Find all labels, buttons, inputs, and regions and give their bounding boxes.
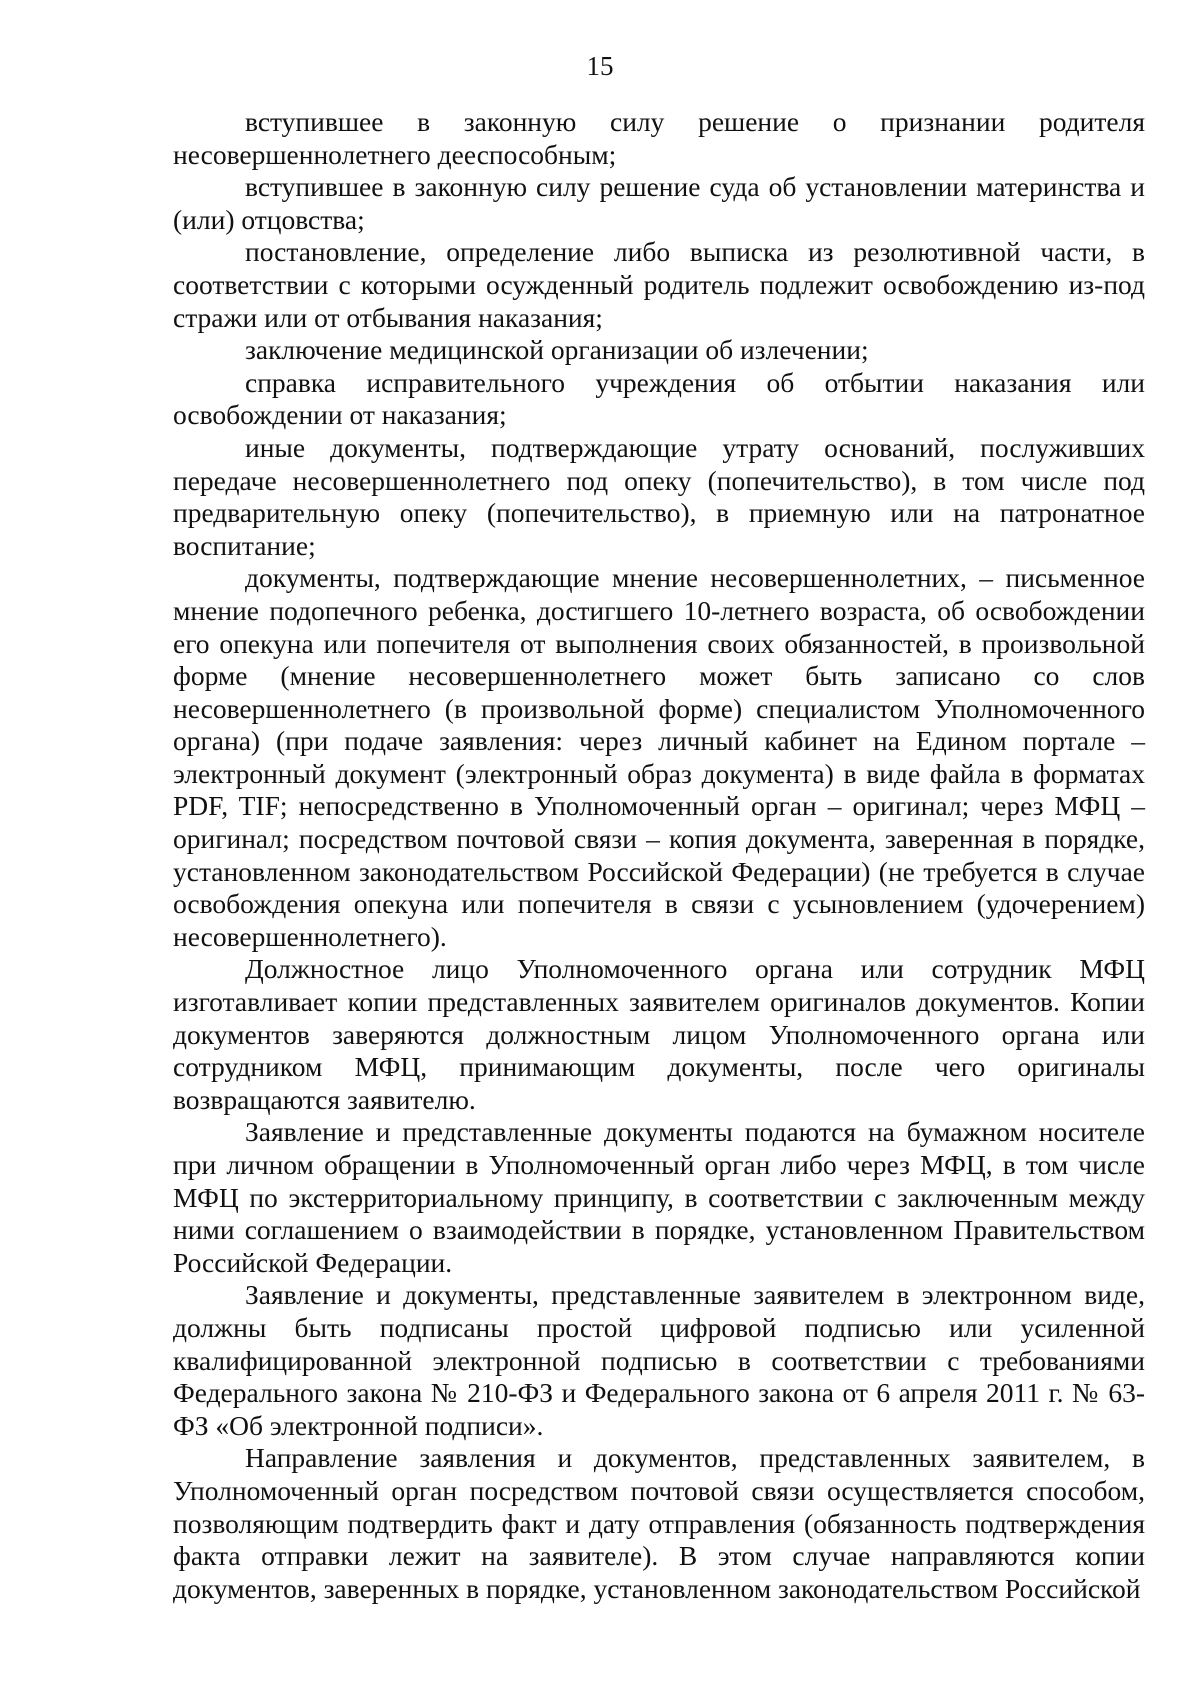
paragraph-minor-opinion: документы, подтверждающие мнение несовершеннолетних, – письменное мнение подопечного ребенка, достигшего 10-летнего возраста, об освобождении его опекуна или попечителя от выполнения своих обязанностей, в произвольной форме (мнение несовершеннолетнего может быть записано со слов несовершеннолетнего (в произвольной форме) специалистом Уполномоченного органа) (при подаче заявления: через личный кабинет на Едином портале – электронный документ (электронный образ документа) в виде файла в форматах PDF, TIF; непосредственно в Уполномоченный орган – оригинал; через МФЦ – оригинал; посредством почтовой связи – копия документа, заверенная в порядке, установленном законодательством Российской Федерации) (не требуется в случае освобождения опекуна или попечителя в связи с усыновлением (удочерением) несовершеннолетнего). xyxy=(173,562,1145,952)
paragraph-paper-submission: Заявление и представленные документы подаются на бумажном носителе при личном обращении в Уполномоченный орган либо через МФЦ, в том числе МФЦ по экстерриториальному принципу, в соответствии с заключенным между ними соглашением о взаимодействии в порядке, установленном Правительством Российской Федерации. xyxy=(173,1116,1145,1278)
paragraph-correctional-certificate: справка исправительного учреждения об отбытии наказания или освобождении от наказания; xyxy=(173,366,1145,431)
document-body xyxy=(173,106,1145,1605)
paragraph-medical-conclusion: заключение медицинской организации об излечении; xyxy=(245,334,869,366)
paragraph-legal-capacity-decision: вступившее в законную силу решение о признании родителя несовершеннолетнего дееспособным; xyxy=(173,106,1145,170)
paragraph-electronic-signature: Заявление и документы, представленные заявителем в электронном виде, должны быть подписаны простой цифровой подписью или усиленной квалифицированной электронной подписью в соответствии с требованиями Федерального закона № 210-ФЗ и Федерального закона от 6 апреля 2011 г. № 63-ФЗ «Об электронной подписи». xyxy=(173,1279,1145,1441)
paragraph-copies-certification: Должностное лицо Уполномоченного органа или сотрудник МФЦ изготавливает копии представленных заявителем оригиналов документов. Копии документов заверяются должностным лицом Уполномоченного органа или сотрудником МФЦ, принимающим документы, после чего оригиналы возвращаются заявителю. xyxy=(173,953,1145,1115)
paragraph-release-resolution: постановление, определение либо выписка из резолютивной части, в соответствии с которыми осужденный родитель подлежит освобождению из-под стражи или от отбывания наказания; xyxy=(173,236,1145,333)
paragraph-postal-submission: Направление заявления и документов, представленных заявителем, в Уполномоченный орган посредством почтовой связи осуществляется способом, позволяющим подтвердить факт и дату отправления (обязанность подтверждения факта отправки лежит на заявителе). В этом случае направляются копии документов, заверенных в порядке, установленном законодательством Российской xyxy=(173,1442,1145,1604)
paragraph-maternity-paternity-decision: вступившее в законную силу решение суда об установлении материнства и (или) отцовства; xyxy=(173,171,1145,235)
page-number: 15 xyxy=(586,51,614,81)
paragraph-other-documents: иные документы, подтверждающие утрату оснований, послуживших передаче несовершеннолетнего под опеку (попечительство), в том числе под предварительную опеку (попечительство), в приемную или на патронатное воспитание; xyxy=(173,431,1145,561)
